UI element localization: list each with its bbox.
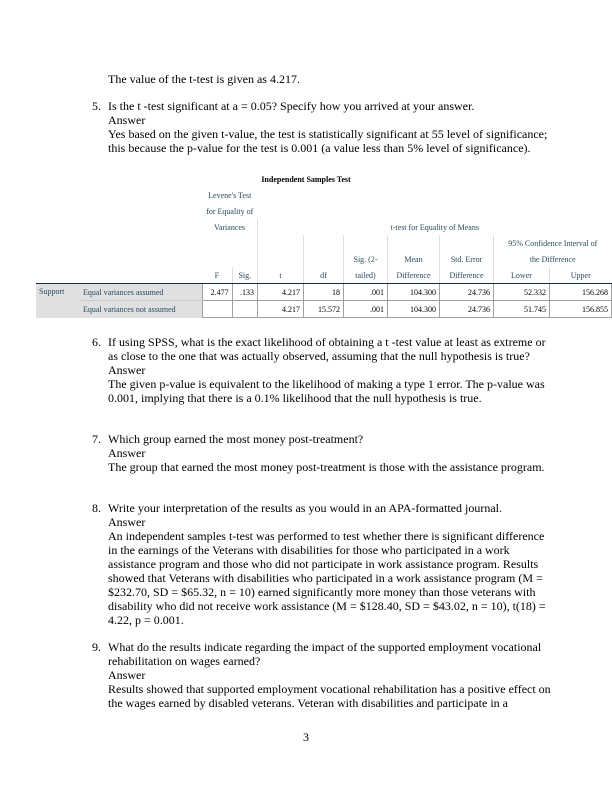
col-sig2: tailed) <box>344 267 388 284</box>
col-sig: Sig. <box>232 267 257 284</box>
question-text: Is the t -test significant at a = 0.05? Specify how you arrived at your answer. <box>108 99 475 113</box>
question-5 <box>92 99 552 155</box>
col-mean: Difference <box>388 267 440 284</box>
col-df: df <box>304 267 344 284</box>
col-lower: Lower <box>494 267 550 284</box>
question-number: 8. <box>92 501 101 515</box>
group-label: Support <box>36 284 80 318</box>
question-number: 9. <box>92 640 101 654</box>
answer-label: Answer <box>108 446 146 460</box>
answer-text: An independent samples t-test was performed to test whether there is significant difference in the earnings of the Veterans with disabilities for those who participated in a work assistance program and those who did not participate in work assistance program. Results showed that Veterans with disabilities who participated in a work assistance program (M = $232.70, SD = $65.32, n = 10) earned significantly more money than those veterans with disability who did not receive work assistance (M = $128.40, SD = $43.02, n = 10), t(18) = 4.22, p = 0.001. <box>108 529 546 627</box>
col-se: Difference <box>440 267 494 284</box>
page-number: 3 <box>303 730 309 744</box>
table-row: Equal variances not assumed 4.217 15.572 .001 104.300 24.736 51.745 156.855 <box>36 301 612 318</box>
answer-text: The given p-value is equivalent to the likelihood of making a type 1 error. The p-value was 0.001, implying that there is a 0.1% likelihood that the null hypothesis is true. <box>108 377 545 405</box>
col-upper: Upper <box>550 267 612 284</box>
intro-line: The value of the t-test is given as 4.217. <box>108 72 300 86</box>
table-row: Support Equal variances assumed 2.477 .133 4.217 18 .001 104.300 24.736 52.332 156.268 <box>36 284 612 301</box>
question-text: If using SPSS, what is the exact likelihood of obtaining a t -test value at least as extreme or as close to the one that was actually observed, assuming that the null hypothesis is true? <box>108 335 546 363</box>
question-number: 7. <box>92 432 101 446</box>
ci-header: 95% Confidence Interval of <box>494 235 612 251</box>
question-6 <box>92 335 552 405</box>
answer-label: Answer <box>108 113 146 127</box>
table-title: Independent Samples Test <box>261 175 351 184</box>
levene-header: Levene's Test <box>208 190 252 200</box>
answer-label: Answer <box>108 363 146 377</box>
ttest-header: t-test for Equality of Means <box>258 219 612 235</box>
question-8 <box>92 501 552 627</box>
col-F: F <box>202 267 232 284</box>
answer-label: Answer <box>108 668 146 682</box>
answer-text: Yes based on the given t-value, the test is statistically significant at 55 level of significance; this because the p-value for the test is 0.001 (a value less than 5% level of significance). <box>108 127 548 155</box>
question-text: What do the results indicate regarding the impact of the supported employment vocational rehabilitation on wages earned? <box>108 640 542 668</box>
question-text: Write your interpretation of the results as you would in an APA-formatted journal. <box>108 501 502 515</box>
question-number: 6. <box>92 335 101 349</box>
independent-samples-test-table: Levene's Test for Equality of Variances t-test for Equality of Means 95% Confidence Interval of Sig. (2- Mean Std. Error the Difference F Sig. t df tailed) Difference Difference Lower Upper Support Equal variances assumed 2.477 .133 4.217 18 .001 104.300 24.736 52.332 156.268 Equal variances not assumed 4.217 15.572 .001 104.300 24.736 51.745 156.855 <box>36 187 612 318</box>
answer-text: Results showed that supported employment vocational rehabilitation has a positive effect on the wages earned by disabled veterans. Veteran with disabilities and participate in a <box>108 682 551 710</box>
answer-label: Answer <box>108 515 146 529</box>
question-7 <box>92 432 552 474</box>
answer-text: The group that earned the most money post-treatment is those with the assistance program. <box>108 460 545 474</box>
question-text: Which group earned the most money post-treatment? <box>108 432 364 446</box>
col-t: t <box>258 267 304 284</box>
question-9 <box>92 640 552 710</box>
question-number: 5. <box>92 99 101 113</box>
